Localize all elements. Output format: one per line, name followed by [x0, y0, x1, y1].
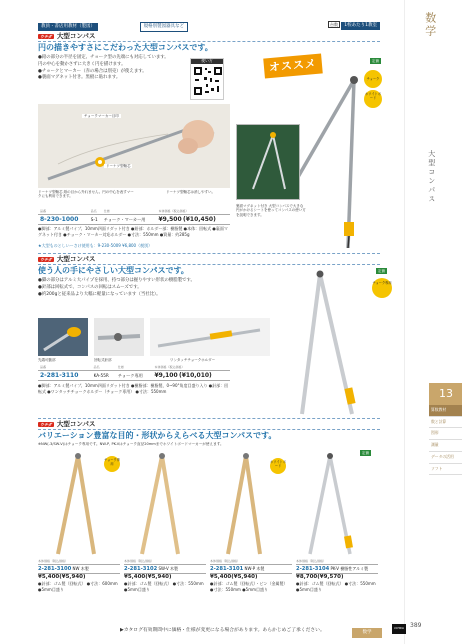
- col-spec: 仕様: [102, 210, 157, 214]
- unit-tag: 1校あたり1教室: [341, 22, 380, 30]
- divider: [38, 253, 380, 254]
- col-price: 本体価格（税込価格）: [157, 210, 231, 214]
- product-model: KA-55R: [92, 370, 116, 381]
- product1-hero: [236, 52, 386, 252]
- header-label: 本体価格（税込価格）: [296, 559, 327, 563]
- product2-bullets: [38, 278, 298, 298]
- callout-chalk-marker: チョークマーカー目印: [84, 114, 119, 118]
- caption-donut: ドーナツ型軸芯 紙の目から外れません。円の中心を表すマークにも利用できます。: [38, 190, 134, 199]
- product-spec: 樹脂性アルミ製: [340, 565, 369, 571]
- product2-photo-holder: [150, 318, 270, 356]
- eco-badge: 定価: [378, 269, 385, 273]
- bullet-item: 円の中心を動かさずに大きく円を描けます。: [38, 61, 126, 67]
- product3-subtitle: バリエーション豊富な目的・形状からえらべる大型コンパスです。: [38, 431, 277, 440]
- product-code: 2-281-3104: [296, 565, 330, 572]
- product-specs: ●針部：ゴム製（回転式） ●寸法：600mm ●5mm目盛り: [38, 581, 118, 593]
- product1-bullets: [38, 55, 208, 82]
- footer-section-label: 数学: [352, 628, 382, 638]
- product3-item-3: [296, 560, 378, 594]
- product-price-tax: (¥9,570): [317, 574, 344, 581]
- caption-tip: 先端可動部: [38, 358, 56, 362]
- product3-item-2: [210, 560, 292, 594]
- header-label: 本体価格（税込価格）: [124, 559, 155, 563]
- product-model: NW-P: [244, 565, 256, 571]
- product1-subtitle: 円の描きやすさにこだわった大型コンパスです。: [38, 43, 213, 52]
- sidebar-vertical-title: 大型コンパス: [427, 150, 436, 204]
- product-model: S-1: [89, 214, 102, 225]
- divider: [38, 41, 380, 42]
- compass-pkv-illustration: [290, 450, 374, 558]
- product-spec: 木製: [80, 565, 89, 571]
- sidebar-item-3[interactable]: 測量: [429, 440, 462, 452]
- brand-logo: ウチダ: [40, 422, 52, 427]
- product-price: ¥8,700: [296, 574, 318, 581]
- header-label: 本体価格（税込価格）: [210, 559, 241, 563]
- tip-closeup-icon: [38, 318, 88, 356]
- product3-tables: [38, 560, 378, 620]
- blackboard-compass-icon: [237, 125, 301, 201]
- product2-title: 大型コンパス: [56, 255, 96, 263]
- product1-note: ★大型ものとしいーさけ使用も：9-230-5009 ¥6,800（税別）: [38, 243, 153, 248]
- product3-lineup: [38, 450, 398, 558]
- table-row: [38, 214, 230, 225]
- product3-item-0: [38, 560, 120, 594]
- product-price: ¥5,400: [38, 574, 60, 581]
- sidebar-section-title: 数学: [423, 12, 437, 38]
- product-code: 2-281-3101: [210, 565, 244, 572]
- top-header-bar: [38, 22, 380, 30]
- product2-price-table: [38, 366, 230, 381]
- chalk-badge: チョーク専用: [372, 278, 392, 298]
- eco-badge: 定価: [372, 59, 379, 63]
- recommend-stamp: オススメ: [263, 54, 323, 79]
- product-model: PK-V: [330, 565, 340, 571]
- sidebar-item-4[interactable]: データの活用: [429, 452, 462, 464]
- product2-specs: ●脚部：アルミ製パイプ、10mm四面リダット付き ●樹脂部：樹脂製、0~90°角度目盛り入り ●針部：回転式 ●ワンタッチチョークホルダー（チョーク専用） ●寸法：550mm: [38, 383, 229, 395]
- product-spec: 木製: [256, 565, 265, 571]
- chalk-badge: チョーク: [364, 70, 382, 88]
- divider: [38, 264, 380, 265]
- product-model: SW-V: [158, 565, 169, 571]
- product-spec: チョーク専用: [116, 370, 153, 381]
- page-number: 389: [410, 622, 422, 629]
- divider: [38, 429, 380, 430]
- bullet-item: ●約200gと従来品より大幅に軽量になっています（当社比）。: [38, 291, 161, 297]
- compass-swv-illustration: [122, 450, 206, 558]
- chalk-badge: チョーク専用: [104, 456, 120, 472]
- blackboard-photo: [236, 124, 300, 200]
- product-price: ¥9,500: [158, 215, 182, 223]
- category-tag: 教員・書店用教材（製図）: [38, 23, 98, 31]
- product2-photo-tip: [38, 318, 88, 356]
- product1-usage-photo: [38, 104, 230, 188]
- product1-heading: [38, 32, 230, 40]
- header-label: 本体価格（税込価格）: [38, 559, 69, 563]
- sidebar-item-2[interactable]: 図形: [429, 428, 462, 440]
- caption-pivot: 回転式針部: [94, 358, 112, 362]
- product-spec: チョーク・マーカー用: [102, 214, 157, 225]
- callout-holder: ドーナツ型軸芯: [106, 164, 131, 168]
- col-code: 品番: [38, 210, 89, 214]
- product-specs: ●針部：ゴム製（回転式）・ピン（金属製） ●寸法：550mm ●5mm目盛り: [210, 581, 288, 593]
- product-specs: ●針部：ゴム製（回転式） ●寸法：550mm ●5mm目盛り: [124, 581, 204, 593]
- sidebar-item-5[interactable]: ソフト: [429, 464, 462, 476]
- product-price: ¥5,400: [124, 574, 146, 581]
- divider: [38, 418, 380, 419]
- product-price: ¥5,400: [210, 574, 232, 581]
- product-price: ¥9,100: [154, 371, 178, 379]
- page-tab-number[interactable]: 13: [429, 383, 462, 405]
- product3-item-1: [124, 560, 206, 594]
- bullet-item: ●脚の部分はアルミ大パイプを採用、持つ部分は握りやすい形状の樹脂製です。: [38, 278, 195, 283]
- col-model: 品名: [89, 210, 102, 214]
- pivot-closeup-icon: [94, 318, 144, 356]
- product-code: 8-230-1000: [38, 214, 89, 225]
- brand-logo: ウチダ: [40, 34, 52, 39]
- product-model: NW: [72, 565, 80, 571]
- footer-notice: ▶カタログ有効期間中に価格・仕様が変更になる場合があります。あらかじめご了承ください。: [120, 628, 325, 633]
- product-specs: ●針部：ゴム製（回転式） ●寸法：550mm ●5mm目盛り: [296, 581, 376, 593]
- product2-photo-pivot: [94, 318, 144, 356]
- sidebar-item-0[interactable]: 算数教材: [429, 405, 462, 417]
- product2-subtitle: 使う人の手にやさしい大型コンパスです。: [38, 266, 189, 275]
- product1-caption-row: [38, 190, 230, 208]
- product3-note: ※NW(-3/SW-V)はチョーク専用です。NW-P, PK-Vはチョーク直径20mmまでホワイトボードマーカーが使えます。: [38, 442, 224, 446]
- subcategory-tag: 規格別製図器具など: [140, 22, 189, 32]
- product-code: 2-281-3102: [124, 565, 158, 572]
- caption-magnet: 裏面マグネット付き 大型コンパスで大きな円がかけるシートを使ってコンパスの使い方を説明できます。: [236, 204, 306, 217]
- product3-title: 大型コンパス: [56, 420, 96, 428]
- whiteboard-badge: ホワイトボード: [270, 458, 286, 474]
- product1-title: 大型コンパス: [56, 32, 96, 40]
- sidebar-nav: [429, 405, 462, 475]
- brand-logo: ウチダ: [40, 257, 52, 262]
- col-model: 品名: [92, 366, 116, 370]
- sidebar: [404, 0, 462, 644]
- product2-heading: [38, 255, 95, 263]
- caption-board: ドーナツ型軸芯は消しやすい。: [166, 190, 215, 194]
- product2-hero: [292, 268, 402, 420]
- bullet-item: ●チョークとマーカー（赤の場合は別売）が使えます。: [38, 68, 147, 74]
- product-price-tax: (¥10,450): [183, 215, 216, 223]
- product1-specs: ●脚部：アルミ製パイプ、10mm四面リダット付き ●鉛部：ホルダー部：樹脂製 ●本体：回転式 ●裏面マグネット付き ●チョーク・マーカー対応ホルダー ●寸法：550mm ●質量：約285g: [38, 226, 228, 238]
- product-code: 2-281-3100: [38, 565, 72, 572]
- col-code: 品番: [38, 366, 92, 370]
- qr-code-icon: [193, 66, 223, 96]
- eco-badge: 定価: [362, 451, 369, 455]
- compass-in-hand-illustration: [38, 104, 230, 188]
- product-code: 2-281-3110: [38, 370, 92, 381]
- product-price-tax: (¥5,940): [59, 574, 86, 581]
- product-spec: 木製: [170, 565, 179, 571]
- product-price-tax: (¥10,010): [178, 371, 212, 379]
- product-price-tax: (¥5,940): [145, 574, 172, 581]
- bullet-item: ●鉛の部分の半径を固定、チョーク型の先端にも対応しています。: [38, 55, 169, 60]
- table-row: [38, 370, 230, 381]
- product1-price-table: [38, 210, 230, 225]
- caption-holder: ワンタッチチョークホルダー: [170, 358, 216, 362]
- whiteboard-badge: ホワイトボード: [364, 90, 382, 108]
- product3-heading: [38, 420, 95, 428]
- holder-closeup-icon: [150, 318, 270, 356]
- bullet-item: ●裏面マグネット付き。黒板に貼れます。: [38, 75, 121, 81]
- qr-label: 使い方: [191, 59, 223, 64]
- qr-box[interactable]: [190, 58, 224, 100]
- unit-prefix: 台数: [329, 22, 338, 27]
- sidebar-item-1[interactable]: 数と計算: [429, 417, 462, 429]
- product-price-tax: (¥5,940): [231, 574, 258, 581]
- col-spec: 仕様: [116, 366, 153, 370]
- bullet-item: ●針部は回転式で、コンパスの回転はスムーズです。: [38, 284, 142, 290]
- col-price: 本体価格（税込価格）: [152, 366, 230, 370]
- brand-footer-logo: UCHIDA: [392, 624, 406, 634]
